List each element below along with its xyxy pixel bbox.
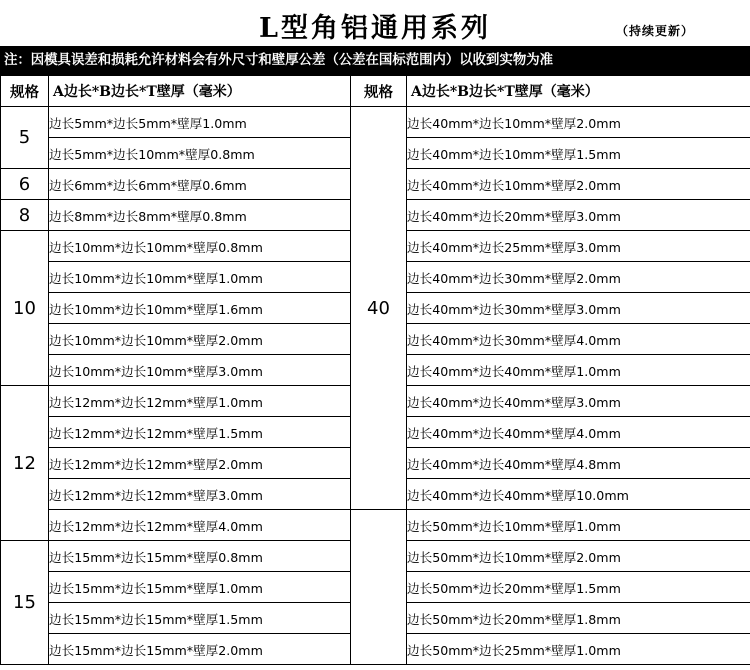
right-spec-cell: 边长50mm*边长25mm*壁厚1.0mm <box>407 634 750 665</box>
left-group-cell: 5 <box>1 107 49 169</box>
left-spec-cell: 边长5mm*边长5mm*壁厚1.0mm <box>49 107 351 138</box>
left-spec-cell: 边长15mm*边长15mm*壁厚1.5mm <box>49 603 351 634</box>
left-spec-cell: 边长15mm*边长15mm*壁厚2.0mm <box>49 634 351 665</box>
right-spec-cell: 边长40mm*边长30mm*壁厚2.0mm <box>407 262 750 293</box>
right-spec-cell: 边长40mm*边长40mm*壁厚10.0mm <box>407 479 750 510</box>
right-spec-cell: 边长40mm*边长40mm*壁厚3.0mm <box>407 386 750 417</box>
right-spec-cell: 边长50mm*边长10mm*壁厚1.0mm <box>407 510 750 541</box>
right-group-cell: 40 <box>351 107 407 510</box>
spec-table <box>0 75 750 665</box>
title-row <box>0 0 750 46</box>
page-subtitle: （持续更新） <box>615 24 694 38</box>
left-spec-cell: 边长6mm*边长6mm*壁厚0.6mm <box>49 169 351 200</box>
left-spec-cell: 边长12mm*边长12mm*壁厚3.0mm <box>49 479 351 510</box>
right-spec-cell: 边长40mm*边长25mm*壁厚3.0mm <box>407 231 750 262</box>
left-spec-cell: 边长8mm*边长8mm*壁厚0.8mm <box>49 200 351 231</box>
left-spec-cell: 边长12mm*边长12mm*壁厚2.0mm <box>49 448 351 479</box>
column-header-left-group: 规格 <box>1 76 49 107</box>
right-spec-cell: 边长40mm*边长30mm*壁厚3.0mm <box>407 293 750 324</box>
right-spec-cell: 边长40mm*边长40mm*壁厚1.0mm <box>407 355 750 386</box>
left-spec-cell: 边长10mm*边长10mm*壁厚3.0mm <box>49 355 351 386</box>
left-spec-cell: 边长15mm*边长15mm*壁厚0.8mm <box>49 541 351 572</box>
column-header-right-group: 规格 <box>351 76 407 107</box>
left-group-cell: 6 <box>1 169 49 200</box>
table-body <box>1 107 750 665</box>
right-spec-cell: 边长40mm*边长10mm*壁厚1.5mm <box>407 138 750 169</box>
right-spec-cell: 边长50mm*边长10mm*壁厚2.0mm <box>407 541 750 572</box>
right-spec-cell: 边长50mm*边长20mm*壁厚1.5mm <box>407 572 750 603</box>
right-spec-cell: 边长40mm*边长30mm*壁厚4.0mm <box>407 324 750 355</box>
left-spec-cell: 边长15mm*边长15mm*壁厚1.0mm <box>49 572 351 603</box>
left-spec-cell: 边长10mm*边长10mm*壁厚0.8mm <box>49 231 351 262</box>
left-group-cell: 8 <box>1 200 49 231</box>
left-spec-cell: 边长10mm*边长10mm*壁厚1.0mm <box>49 262 351 293</box>
page-title: L型角铝通用系列 <box>259 13 491 44</box>
left-spec-cell: 边长12mm*边长12mm*壁厚4.0mm <box>49 510 351 541</box>
right-spec-cell: 边长40mm*边长10mm*壁厚2.0mm <box>407 169 750 200</box>
right-spec-cell: 边长40mm*边长20mm*壁厚3.0mm <box>407 200 750 231</box>
left-group-cell: 12 <box>1 386 49 541</box>
table-row <box>1 107 750 138</box>
left-group-cell: 10 <box>1 231 49 386</box>
notice-banner: 注：因模具误差和损耗允许材料会有外尺寸和壁厚公差（公差在国标范围内）以收到实物为准 <box>0 46 750 75</box>
right-spec-cell: 边长50mm*边长20mm*壁厚1.8mm <box>407 603 750 634</box>
column-header-right-spec: A边长*B边长*T壁厚（毫米） <box>407 76 750 107</box>
table-header-row <box>1 76 750 107</box>
left-group-cell: 15 <box>1 541 49 665</box>
left-spec-cell: 边长12mm*边长12mm*壁厚1.0mm <box>49 386 351 417</box>
left-spec-cell: 边长10mm*边长10mm*壁厚1.6mm <box>49 293 351 324</box>
left-spec-cell: 边长12mm*边长12mm*壁厚1.5mm <box>49 417 351 448</box>
right-spec-cell: 边长40mm*边长40mm*壁厚4.0mm <box>407 417 750 448</box>
table-row <box>1 510 750 541</box>
left-spec-cell: 边长5mm*边长10mm*壁厚0.8mm <box>49 138 351 169</box>
right-group-cell <box>351 510 407 665</box>
right-spec-cell: 边长40mm*边长40mm*壁厚4.8mm <box>407 448 750 479</box>
right-spec-cell: 边长40mm*边长10mm*壁厚2.0mm <box>407 107 750 138</box>
left-spec-cell: 边长10mm*边长10mm*壁厚2.0mm <box>49 324 351 355</box>
column-header-left-spec: A边长*B边长*T壁厚（毫米） <box>49 76 351 107</box>
